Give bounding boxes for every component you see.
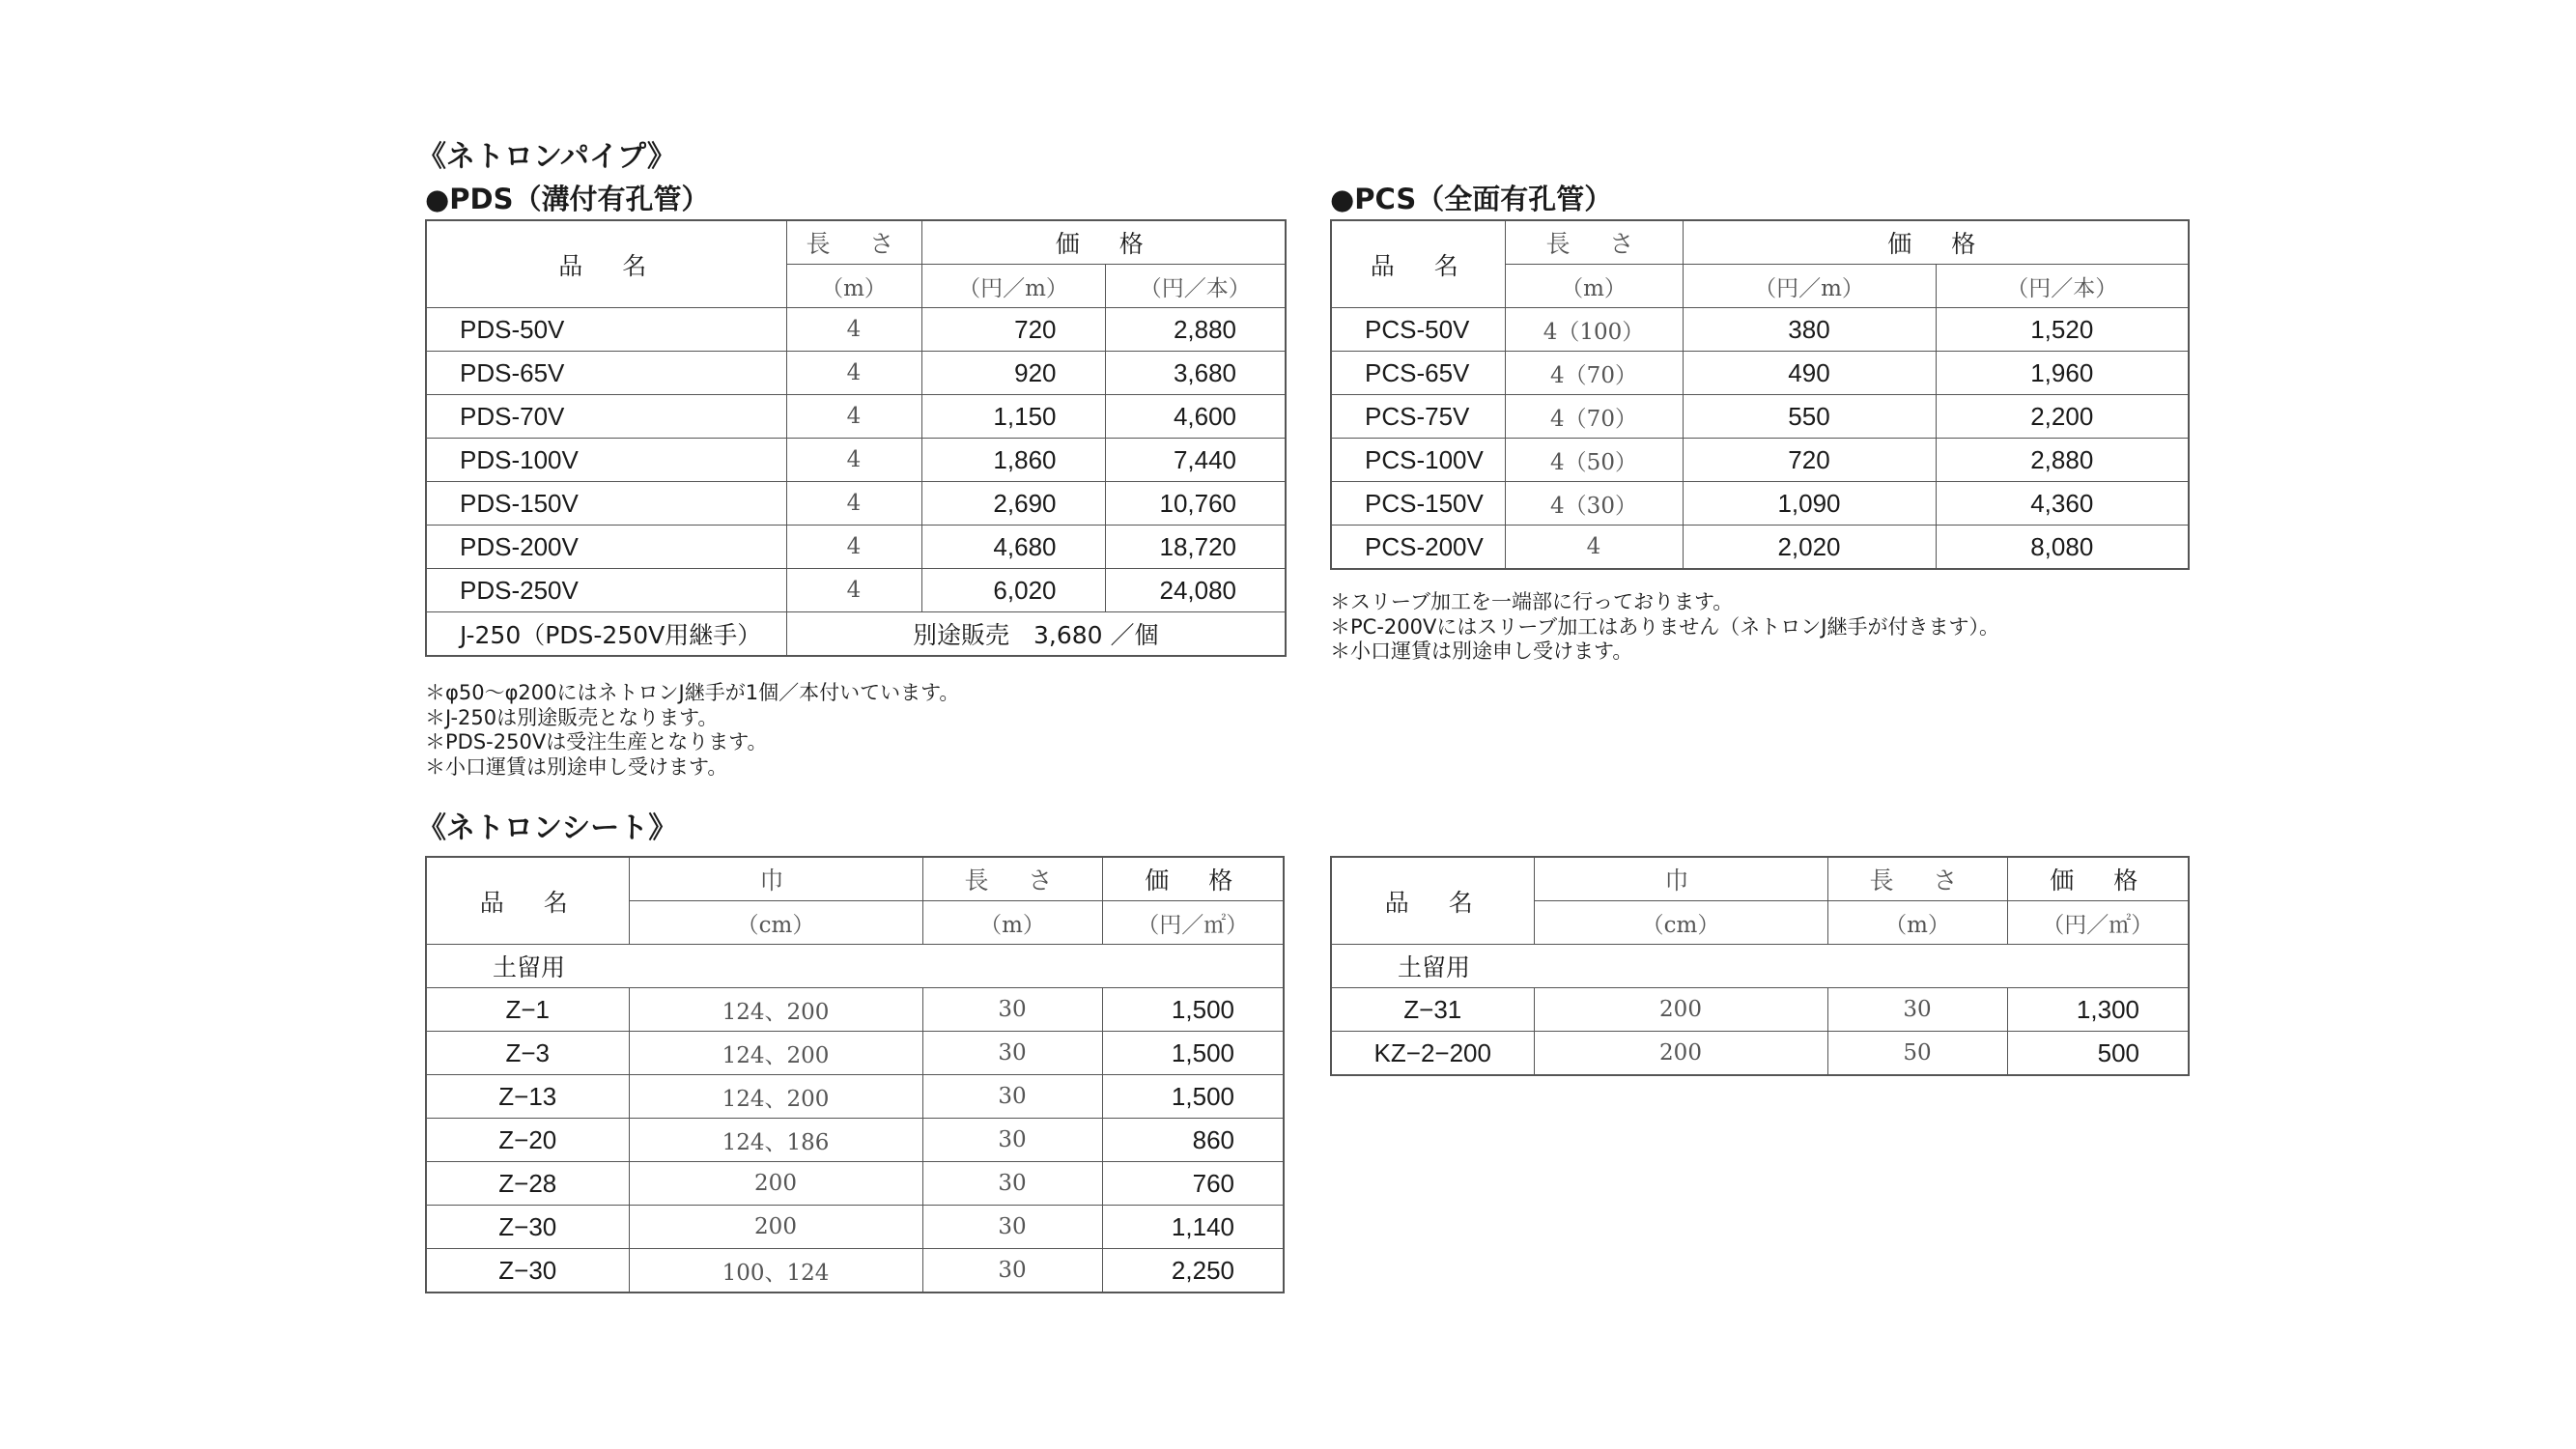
sheet-left-header-name: 品 名 (426, 857, 629, 945)
table-row (426, 439, 1286, 482)
pds-price-per-m: 6,020 (921, 569, 1105, 612)
pcs-price-per-m: 2,020 (1683, 526, 1936, 570)
pcs-price-per-piece: 1,960 (1936, 352, 2189, 395)
sheet-product-name: Z−20 (426, 1119, 629, 1162)
sheet-length: 30 (922, 1119, 1102, 1162)
pds-notes (425, 681, 959, 780)
sheet-price: 760 (1102, 1162, 1284, 1206)
pcs-notes (1330, 590, 1999, 665)
sheet-product-name: Z−31 (1331, 988, 1534, 1032)
sheet-price: 500 (2007, 1032, 2189, 1076)
pcs-product-name: PCS-75V (1331, 395, 1505, 439)
pcs-price-per-piece: 1,520 (1936, 308, 2189, 352)
sheet-price-table-left (425, 856, 1285, 1293)
note-line: ＊小口運賃は別途申し受けます。 (425, 754, 728, 779)
sheet-price: 2,250 (1102, 1249, 1284, 1293)
pcs-price-per-piece: 2,880 (1936, 439, 2189, 482)
pds-price-per-m: 2,690 (921, 482, 1105, 526)
sheet-width: 200 (1534, 988, 1827, 1032)
table-row (426, 395, 1286, 439)
pds-header-price-per-m: （円／m） (921, 265, 1105, 308)
table-row (426, 988, 1284, 1032)
pcs-header-price-per-m: （円／m） (1683, 265, 1936, 308)
pds-length: 4 (786, 439, 921, 482)
pds-price-per-m: 4,680 (921, 526, 1105, 569)
table-row (426, 612, 1286, 657)
sheet-price: 1,500 (1102, 1032, 1284, 1075)
note-line: ＊小口運賃は別途申し受けます。 (1330, 639, 1633, 663)
sheet-right-header-price: 価 格 (2007, 857, 2189, 901)
sheet-width: 200 (629, 1206, 922, 1249)
pcs-length: 4（100） (1505, 308, 1683, 352)
sheet-right-header-length: 長 さ (1827, 857, 2007, 901)
pds-product-name: PDS-65V (426, 352, 786, 395)
note-line: ＊φ50～φ200にはネトロンJ継手が1個／本付いています。 (425, 681, 960, 704)
sheet-right-header-length-unit: （m） (1827, 901, 2007, 945)
pds-header-price-per-piece: （円／本） (1105, 265, 1286, 308)
sheet-right-header-price-unit: （円／㎡） (2007, 901, 2189, 945)
pipe-section-title: 《ネトロンパイプ》 (417, 140, 676, 174)
pds-length: 4 (786, 482, 921, 526)
sheet-length: 30 (922, 1032, 1102, 1075)
sheet-product-name: Z−1 (426, 988, 629, 1032)
sheet-length: 30 (922, 1162, 1102, 1206)
pds-price-per-piece: 7,440 (1105, 439, 1286, 482)
table-row (1331, 988, 2189, 1032)
sheet-width: 200 (629, 1162, 922, 1206)
pds-length: 4 (786, 569, 921, 612)
sheet-length: 30 (922, 988, 1102, 1032)
pcs-price-per-m: 720 (1683, 439, 1936, 482)
pds-price-per-m: 920 (921, 352, 1105, 395)
pcs-price-per-m: 1,090 (1683, 482, 1936, 526)
sheet-left-header-length-unit: （m） (922, 901, 1102, 945)
table-row (1331, 526, 2189, 570)
pcs-price-per-piece: 4,360 (1936, 482, 2189, 526)
pcs-header-length: 長 さ (1505, 220, 1683, 265)
table-row (426, 1249, 1284, 1293)
note-line: ＊PDS-250Vは受注生産となります。 (425, 730, 768, 753)
pds-joint-price: 別途販売 3,680 ／個 (786, 612, 1286, 657)
sheet-width: 124、200 (629, 1032, 922, 1075)
pcs-product-name: PCS-50V (1331, 308, 1505, 352)
pds-price-per-piece: 24,080 (1105, 569, 1286, 612)
pds-product-name: PDS-250V (426, 569, 786, 612)
pcs-header-length-unit: （m） (1505, 265, 1683, 308)
pds-price-per-m: 1,150 (921, 395, 1105, 439)
sheet-section-title: 《ネトロンシート》 (417, 811, 678, 845)
note-line: ＊スリーブ加工を一端部に行っております。 (1330, 590, 1734, 613)
pds-length: 4 (786, 526, 921, 569)
pds-price-per-m: 720 (921, 308, 1105, 352)
sheet-price: 1,140 (1102, 1206, 1284, 1249)
table-row (426, 308, 1286, 352)
table-row (1331, 395, 2189, 439)
pds-header-name: 品 名 (426, 220, 786, 308)
pcs-length: 4（70） (1505, 352, 1683, 395)
sheet-price-table-right (1330, 856, 2190, 1076)
table-row (426, 1119, 1284, 1162)
table-row (426, 526, 1286, 569)
sheet-price: 1,300 (2007, 988, 2189, 1032)
sheet-product-name: Z−30 (426, 1206, 629, 1249)
sheet-length: 30 (922, 1206, 1102, 1249)
pds-length: 4 (786, 308, 921, 352)
pcs-header-name: 品 名 (1331, 220, 1505, 308)
pcs-price-per-m: 380 (1683, 308, 1936, 352)
pds-header-length: 長 さ (786, 220, 921, 265)
pds-length: 4 (786, 395, 921, 439)
sheet-price: 1,500 (1102, 988, 1284, 1032)
pds-header-price: 価 格 (921, 220, 1286, 265)
sheet-product-name: Z−3 (426, 1032, 629, 1075)
pcs-product-name: PCS-100V (1331, 439, 1505, 482)
sheet-right-header-width-unit: （cm） (1534, 901, 1827, 945)
pds-product-name: PDS-200V (426, 526, 786, 569)
table-row (426, 1075, 1284, 1119)
sheet-product-name: KZ−2−200 (1331, 1032, 1534, 1076)
sheet-price: 860 (1102, 1119, 1284, 1162)
sheet-left-header-length: 長 さ (922, 857, 1102, 901)
pds-product-name: PDS-100V (426, 439, 786, 482)
table-row (426, 1206, 1284, 1249)
pcs-price-per-piece: 8,080 (1936, 526, 2189, 570)
table-row (426, 569, 1286, 612)
pds-product-name: PDS-70V (426, 395, 786, 439)
table-row (1331, 352, 2189, 395)
sheet-left-header-width-unit: （cm） (629, 901, 922, 945)
note-line: ＊PC-200Vにはスリーブ加工はありません（ネトロンJ継手が付きます）。 (1330, 614, 1999, 639)
sheet-length: 30 (922, 1249, 1102, 1293)
pds-joint-name: J-250（PDS-250V用継手） (426, 612, 786, 657)
table-row (1331, 439, 2189, 482)
sheet-left-category: 土留用 (426, 945, 1284, 988)
pds-product-name: PDS-50V (426, 308, 786, 352)
pds-price-per-piece: 18,720 (1105, 526, 1286, 569)
sheet-right-category: 土留用 (1331, 945, 2189, 988)
pds-price-per-piece: 3,680 (1105, 352, 1286, 395)
sheet-price: 1,500 (1102, 1075, 1284, 1119)
sheet-width: 124、200 (629, 988, 922, 1032)
table-row (426, 1032, 1284, 1075)
table-row (426, 1162, 1284, 1206)
pcs-subtitle: ●PCS（全面有孔管） (1330, 183, 1613, 215)
pcs-length: 4（50） (1505, 439, 1683, 482)
sheet-left-header-price-unit: （円／㎡） (1102, 901, 1284, 945)
pds-price-table (425, 219, 1287, 657)
sheet-right-header-width: 巾 (1534, 857, 1827, 901)
pcs-price-per-m: 490 (1683, 352, 1936, 395)
pcs-length: 4（70） (1505, 395, 1683, 439)
sheet-left-header-price: 価 格 (1102, 857, 1284, 901)
sheet-width: 124、200 (629, 1075, 922, 1119)
pds-price-per-m: 1,860 (921, 439, 1105, 482)
pcs-header-price: 価 格 (1683, 220, 2189, 265)
sheet-right-header-name: 品 名 (1331, 857, 1534, 945)
pcs-header-price-per-piece: （円／本） (1936, 265, 2189, 308)
pcs-price-per-piece: 2,200 (1936, 395, 2189, 439)
sheet-length: 50 (1827, 1032, 2007, 1076)
sheet-product-name: Z−30 (426, 1249, 629, 1293)
sheet-length: 30 (1827, 988, 2007, 1032)
pds-product-name: PDS-150V (426, 482, 786, 526)
sheet-width: 200 (1534, 1032, 1827, 1076)
pds-length: 4 (786, 352, 921, 395)
pds-price-per-piece: 4,600 (1105, 395, 1286, 439)
sheet-left-header-width: 巾 (629, 857, 922, 901)
pds-price-per-piece: 2,880 (1105, 308, 1286, 352)
sheet-length: 30 (922, 1075, 1102, 1119)
sheet-width: 100、124 (629, 1249, 922, 1293)
table-row (426, 352, 1286, 395)
pcs-length: 4（30） (1505, 482, 1683, 526)
pcs-length: 4 (1505, 526, 1683, 570)
pds-price-per-piece: 10,760 (1105, 482, 1286, 526)
pds-subtitle: ●PDS（溝付有孔管） (425, 183, 710, 215)
sheet-width: 124、186 (629, 1119, 922, 1162)
sheet-product-name: Z−13 (426, 1075, 629, 1119)
sheet-product-name: Z−28 (426, 1162, 629, 1206)
table-row (426, 482, 1286, 526)
table-row (1331, 482, 2189, 526)
pcs-product-name: PCS-200V (1331, 526, 1505, 570)
pcs-price-per-m: 550 (1683, 395, 1936, 439)
pcs-product-name: PCS-65V (1331, 352, 1505, 395)
table-row (1331, 308, 2189, 352)
table-row (1331, 1032, 2189, 1076)
pds-header-length-unit: （m） (786, 265, 921, 308)
note-line: ＊J-250は別途販売となります。 (425, 705, 719, 729)
pcs-price-table (1330, 219, 2190, 570)
pcs-product-name: PCS-150V (1331, 482, 1505, 526)
